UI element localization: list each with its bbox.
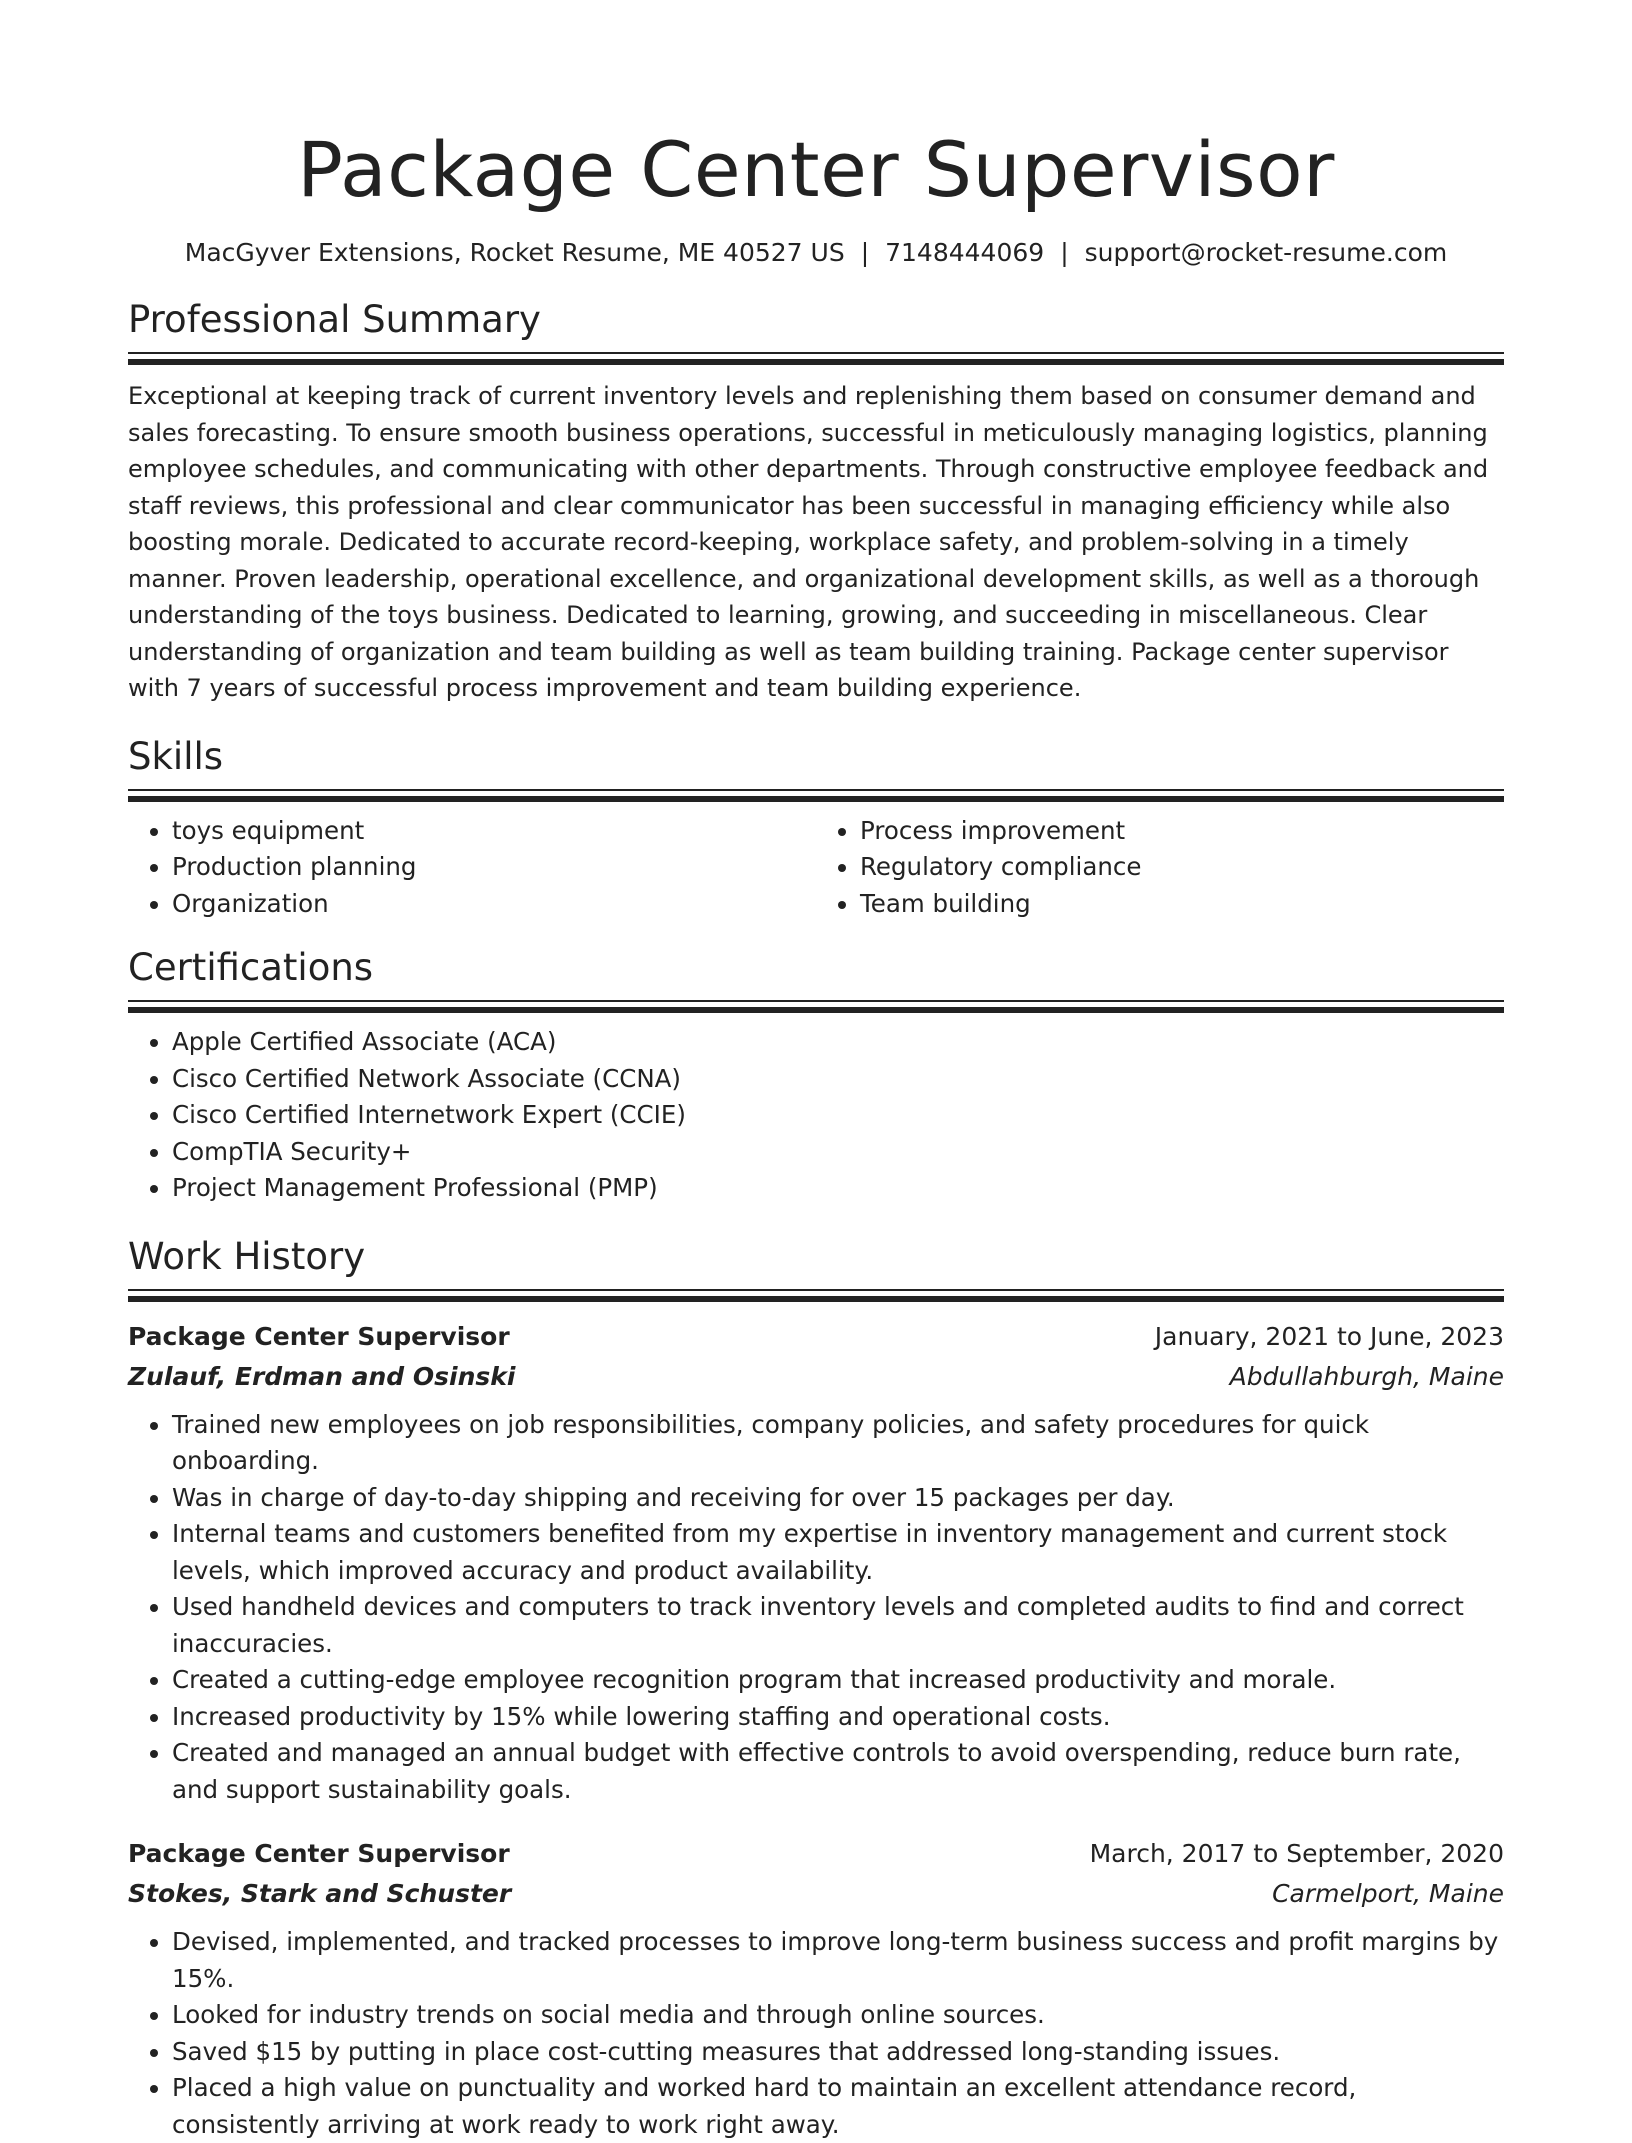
contact-line bbox=[128, 236, 1504, 270]
skill-item: • toys equipment bbox=[172, 813, 816, 850]
certifications-section bbox=[128, 944, 1504, 1207]
summary-section bbox=[128, 296, 1504, 707]
skill-item: • Organization bbox=[172, 886, 816, 923]
job-bullet: • Saved $15 by putting in place cost-cutting measures that addressed long-standing issues. bbox=[172, 2034, 1504, 2071]
job-entry bbox=[128, 1834, 1504, 2143]
job-company: Stokes, Stark and Schuster bbox=[128, 1874, 511, 1914]
summary-title: Professional Summary bbox=[128, 296, 1504, 344]
skills-grid bbox=[128, 813, 1504, 923]
job-bullets bbox=[128, 1924, 1504, 2143]
section-divider bbox=[128, 789, 1504, 803]
section-divider bbox=[128, 1000, 1504, 1014]
job-bullet: • Used handheld devices and computers to track inventory levels and completed audits to find and correct inaccuracies. bbox=[172, 1589, 1504, 1662]
certification-item: • Cisco Certified Network Associate (CCNA) bbox=[172, 1061, 1504, 1098]
job-location: Carmelport, Maine bbox=[1272, 1874, 1504, 1914]
skill-item: • Regulatory compliance bbox=[860, 849, 1504, 886]
skills-section bbox=[128, 733, 1504, 923]
job-bullet: • Internal teams and customers benefited from my expertise in inventory management and current stock levels, which improved accuracy and product availability. bbox=[172, 1516, 1504, 1589]
skills-column-2 bbox=[816, 813, 1504, 923]
job-title-row bbox=[128, 1834, 1504, 1874]
certifications-title: Certifications bbox=[128, 944, 1504, 992]
job-title: Package Center Supervisor bbox=[128, 1317, 510, 1357]
skills-title: Skills bbox=[128, 733, 1504, 781]
resume-page bbox=[128, 0, 1504, 2143]
work-history-title: Work History bbox=[128, 1233, 1504, 1281]
job-title-row bbox=[128, 1317, 1504, 1357]
job-bullets bbox=[128, 1407, 1504, 1809]
skill-item: • Team building bbox=[860, 886, 1504, 923]
certification-item: • CompTIA Security+ bbox=[172, 1134, 1504, 1171]
job-bullet: • Devised, implemented, and tracked processes to improve long-term business success and profit margins by 15%. bbox=[172, 1924, 1504, 1997]
certification-item: • Apple Certified Associate (ACA) bbox=[172, 1024, 1504, 1061]
job-bullet: • Created a cutting-edge employee recognition program that increased productivity and morale. bbox=[172, 1662, 1504, 1699]
job-bullet: • Increased productivity by 15% while lowering staffing and operational costs. bbox=[172, 1699, 1504, 1736]
job-bullet: • Trained new employees on job responsibilities, company policies, and safety procedures for quick onboarding. bbox=[172, 1407, 1504, 1480]
job-dates: March, 2017 to September, 2020 bbox=[1090, 1834, 1504, 1874]
job-dates: January, 2021 to June, 2023 bbox=[1155, 1317, 1504, 1357]
job-location: Abdullahburgh, Maine bbox=[1230, 1357, 1504, 1397]
skill-item: • Production planning bbox=[172, 849, 816, 886]
skill-item: • Process improvement bbox=[860, 813, 1504, 850]
skills-column-1 bbox=[128, 813, 816, 923]
job-entry bbox=[128, 1317, 1504, 1809]
section-divider bbox=[128, 1289, 1504, 1303]
job-company-row bbox=[128, 1357, 1504, 1397]
contact-address: MacGyver Extensions, Rocket Resume, ME 40527 US bbox=[185, 238, 845, 267]
resume-name: Package Center Supervisor bbox=[128, 122, 1504, 218]
contact-phone: 7148444069 bbox=[885, 238, 1044, 267]
summary-text: Exceptional at keeping track of current inventory levels and replenishing them based on consumer demand and sales forecasting. To ensure smooth business operations, successful in meticulously managing logistics, planning employee schedules, and communicating with other departments. Through constructive employee feedback and staff reviews, this professional and clear communicator has been successful in managing efficiency while also boosting morale. Dedicated to accurate record-keeping, workplace safety, and problem-solving in a timely manner. Proven leadership, operational excellence, and organizational development skills, as well as a thorough understanding of the toys business. Dedicated to learning, growing, and succeeding in miscellaneous. Clear understanding of organization and team building as well as team building training. Package center supervisor with 7 years of successful process improvement and team building experience. bbox=[128, 378, 1504, 707]
job-bullet: • Created and managed an annual budget with effective controls to avoid overspending, reduce burn rate, and support sustainability goals. bbox=[172, 1735, 1504, 1808]
job-company-row bbox=[128, 1874, 1504, 1914]
job-bullet: • Looked for industry trends on social media and through online sources. bbox=[172, 1997, 1504, 2034]
contact-separator: | bbox=[1060, 236, 1068, 270]
certification-item: • Project Management Professional (PMP) bbox=[172, 1170, 1504, 1207]
contact-email: support@rocket-resume.com bbox=[1085, 238, 1448, 267]
work-history-section bbox=[128, 1233, 1504, 2143]
job-company: Zulauf, Erdman and Osinski bbox=[128, 1357, 515, 1397]
contact-separator: | bbox=[861, 236, 869, 270]
job-bullet: • Placed a high value on punctuality and worked hard to maintain an excellent attendance record, consistently arriving at work ready to work right away. bbox=[172, 2070, 1504, 2143]
job-bullet: • Was in charge of day-to-day shipping and receiving for over 15 packages per day. bbox=[172, 1480, 1504, 1517]
section-divider bbox=[128, 352, 1504, 366]
certifications-list bbox=[128, 1024, 1504, 1207]
job-title: Package Center Supervisor bbox=[128, 1834, 510, 1874]
certification-item: • Cisco Certified Internetwork Expert (CCIE) bbox=[172, 1097, 1504, 1134]
